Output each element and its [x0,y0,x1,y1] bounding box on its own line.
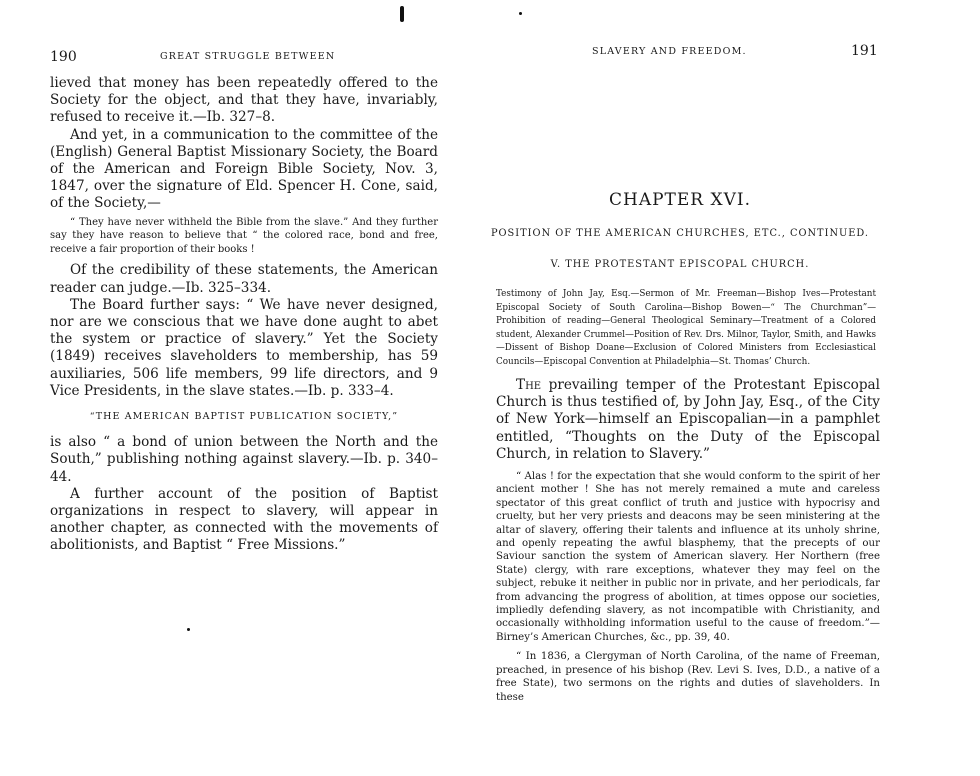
page-number: 190 [50,49,77,65]
right-page [470,0,980,776]
paragraph: And yet, in a communication to the committee of the (English) General Baptist Missionary Society, the Board of the American and Foreign Bible Society, Nov. 3, 1847, over the signature of Eld. Spencer H. Cone, said, of the Society,— [50,126,438,212]
paragraph: Of the credibility of these statements, the American reader can judge.—Ib. 325–334. [50,262,438,296]
page-number: 191 [851,43,878,59]
paragraph: A further account of the position of Baptist organizations in respect to slavery, will appear in another chapter, as connected with the movements of abolitionists, and Baptist “ Free Missions.” [50,485,438,554]
block-quote: “ In 1836, a Clergyman of North Carolina, of the name of Freeman, preached, in presence of his bishop (Rev. Levi S. Ives, D.D., a native of a free State), two sermons on the rights and duties of slaveholders. In these [496,651,880,703]
paragraph: The Board further says: “ We have never designed, nor are we conscious that we have done aught to abet the system or practice of slavery.” Yet the Society (1849) receives slaveholders to membership, has 59 auxiliaries, 506 life members, 99 life directors, and 9 Vice Presidents, in the slave states.—Ib. p. 333–4. [50,296,438,399]
section-title: V. THE PROTESTANT EPISCOPAL CHURCH. [550,259,810,270]
paragraph: is also “ a bond of union between the North and the South,” publishing nothing against slavery.—Ib. p. 340–44. [50,434,438,485]
opening-word: The [516,377,542,393]
chapter-summary: Testimony of John Jay, Esq.—Sermon of Mr. Freeman—Bishop Ives—Protestant Episcopal Society of South Carolina—Bishop Bowen—“ The Churchman”—Prohibition of reading—General Theological Seminary—Treatment of a Colored student, Alexander Crummel—Position of Rev. Drs. Milnor, Taylor, Smith, and Hawks—Dissent of Bishop Doane—Exclusion of Colored Ministers from Ecclesiastical Councils—Episcopal Convention at Philadelphia—St. Thomas’ Church. [496,289,876,367]
paragraph [496,377,880,463]
chapter-title: CHAPTER XVI. [609,190,751,210]
paragraph-text: prevailing temper of the Protestant Episcopal Church is thus testified of, by John Jay, Esq., of the City of New York—himself an Episcopalian—in a pamphlet entitled, “Thoughts on the Duty of the Episcopal Church, in relation to Slavery.” [496,377,880,462]
running-head: GREAT STRUGGLE BETWEEN [160,51,336,62]
left-body [50,75,438,555]
block-quote: “ Alas ! for the expectation that she would conform to the spirit of her ancient mother ! She has not merely remained a mute and careless spectator of this great conflict of truth and justice with hypocrisy and cruelty, but her very priests and deacons may be seen ministering at the altar of slavery, offering their talents and influence at its unholy shrine, and openly repeating the awful blasphemy, that the precepts of our Saviour sanction the system of American slavery. Her Northern (free State) clergy, with rare exceptions, whatever they may feel on the subject, rebuke it neither in public nor in private, and her periodicals, far from advancing the progress of abolition, at times oppose our societies, impliedly defending slavery, as not incompatible with Christianity, and occasionally withholding information useful to the cause of freedom.”—Birney’s American Churches, &c., pp. 39, 40. [496,471,880,643]
paragraph: lieved that money has been repeatedly offered to the Society for the object, and that they have, invariably, refused to receive it.—Ib. 327–8. [50,75,438,126]
chapter-subtitle: POSITION OF THE AMERICAN CHURCHES, ETC., CONTINUED. [490,228,870,239]
section-heading: “THE AMERICAN BAPTIST PUBLICATION SOCIETY,” [89,411,399,423]
block-quote: “ They have never withheld the Bible from the slave.” And they further say they have reason to believe that “ the colored race, bond and free, receive a fair proportion of their books ! [50,216,438,255]
running-head: SLAVERY AND FREEDOM. [592,46,747,57]
left-page [0,0,470,776]
right-body [496,377,880,710]
